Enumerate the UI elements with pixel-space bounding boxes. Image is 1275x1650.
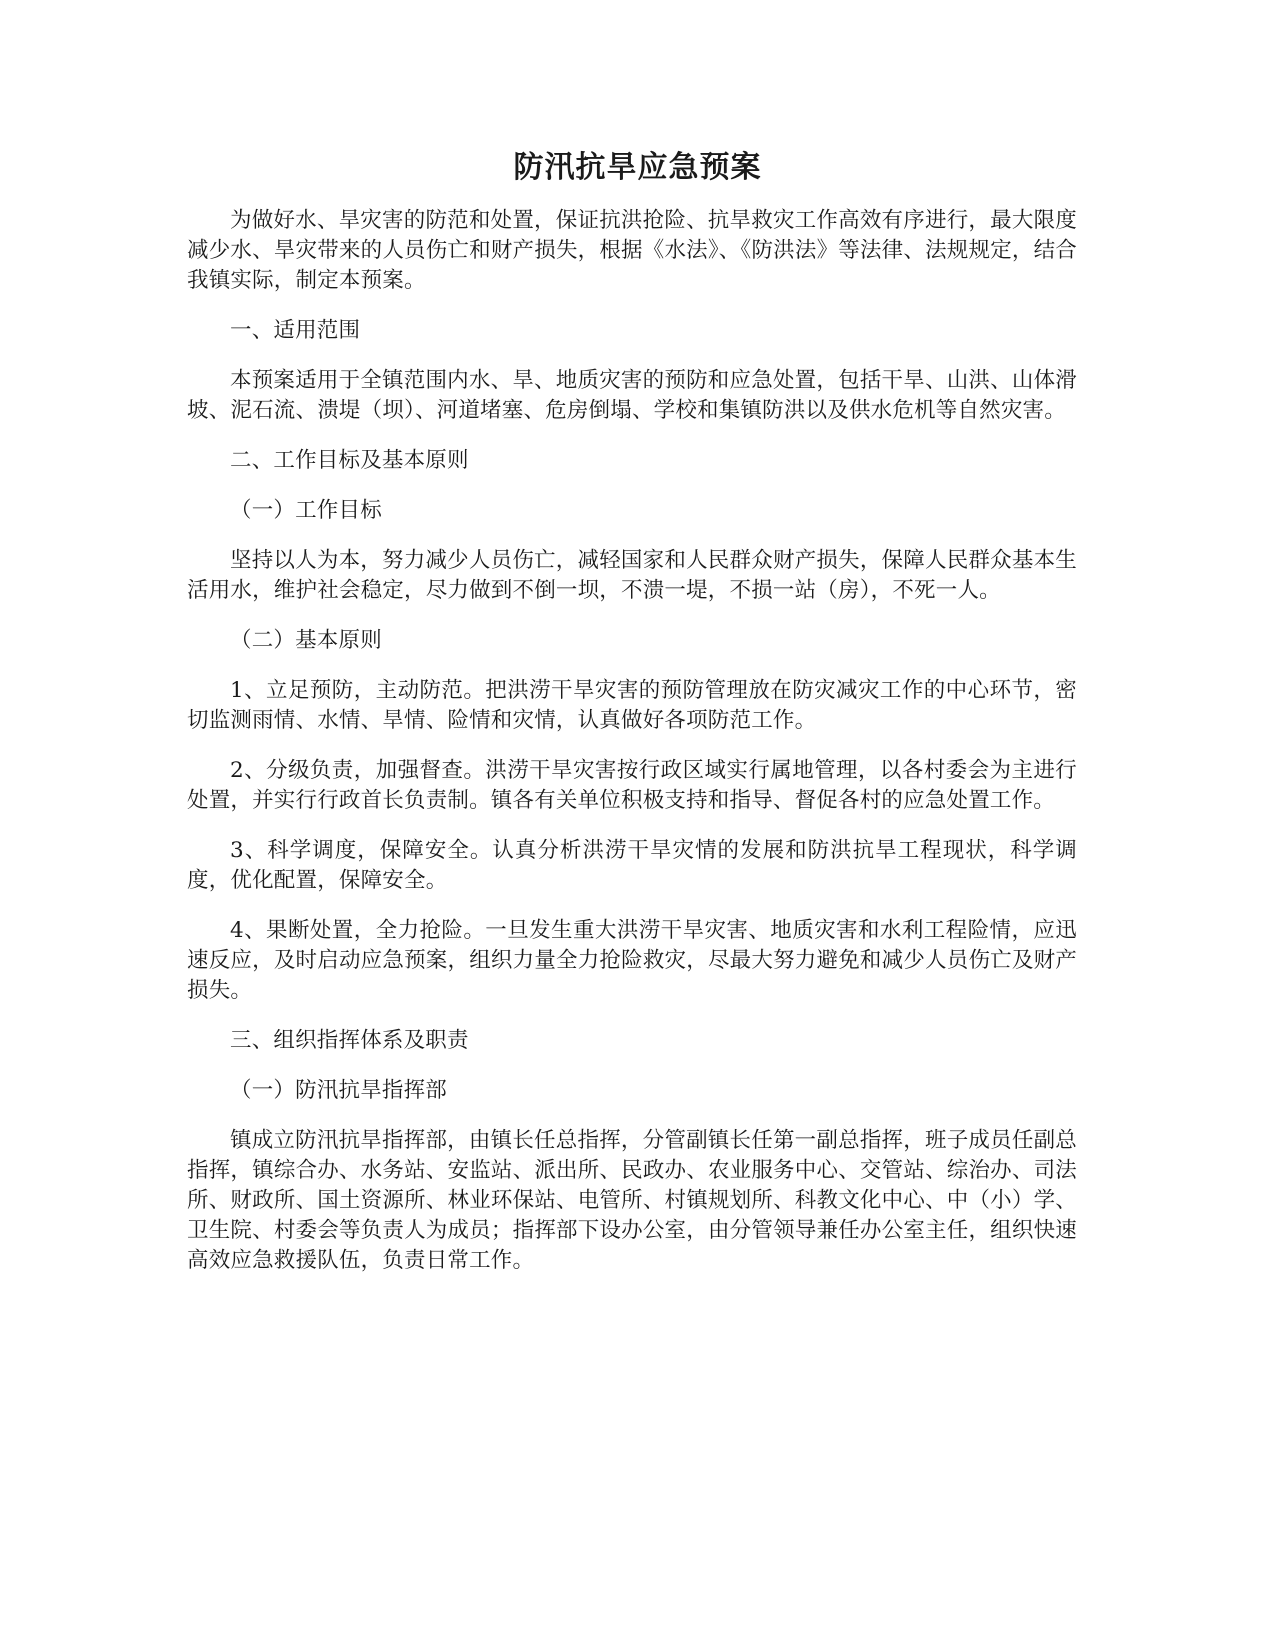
heading-goals-principles: 二、工作目标及基本原则 — [230, 448, 469, 473]
paragraph-command-center: 镇成立防汛抗旱指挥部，由镇长任总指挥，分管副镇长任第一副总指挥，班子成员任副总指挥，镇综合办、水务站、安监站、派出所、民政办、农业服务中心、交管站、综治办、司法所、财政所、国土资源所、林业环保站、电管所、村镇规划所、科教文化中心、中（小）学、卫生院、村委会等负责人为成员；指挥部下设办公室，由分管领导兼任办公室主任，组织快速高效应急救援队伍，负责日常工作。 — [187, 1128, 1077, 1273]
subheading-principles: （二）基本原则 — [230, 628, 382, 653]
document-title: 防汛抗旱应急预案 — [513, 150, 762, 185]
heading-scope: 一、适用范围 — [230, 318, 361, 343]
subheading-goals: （一）工作目标 — [230, 498, 382, 523]
document-body — [187, 206, 1077, 1296]
heading-organization: 三、组织指挥体系及职责 — [230, 1028, 469, 1053]
principle-2: 2、分级负责，加强督查。洪涝干旱灾害按行政区域实行属地管理，以各村委会为主进行处置，并实行行政首长负责制。镇各有关单位积极支持和指导、督促各村的应急处置工作。 — [187, 758, 1077, 813]
principle-4: 4、果断处置，全力抢险。一旦发生重大洪涝干旱灾害、地质灾害和水利工程险情，应迅速反应，及时启动应急预案，组织力量全力抢险救灾，尽最大努力避免和减少人员伤亡及财产损失。 — [187, 918, 1077, 1003]
paragraph-scope: 本预案适用于全镇范围内水、旱、地质灾害的预防和应急处置，包括干旱、山洪、山体滑坡、泥石流、溃堤（坝）、河道堵塞、危房倒塌、学校和集镇防洪以及供水危机等自然灾害。 — [187, 368, 1077, 423]
principle-3: 3、科学调度，保障安全。认真分析洪涝干旱灾情的发展和防洪抗旱工程现状，科学调度，优化配置，保障安全。 — [187, 838, 1077, 893]
paragraph-goals: 坚持以人为本，努力减少人员伤亡，减轻国家和人民群众财产损失，保障人民群众基本生活用水，维护社会稳定，尽力做到不倒一坝，不溃一堤，不损一站（房），不死一人。 — [187, 548, 1077, 603]
principle-1: 1、立足预防，主动防范。把洪涝干旱灾害的预防管理放在防灾减灾工作的中心环节，密切监测雨情、水情、旱情、险情和灾情，认真做好各项防范工作。 — [187, 678, 1077, 733]
subheading-command-center: （一）防汛抗旱指挥部 — [230, 1078, 448, 1103]
paragraph-intro: 为做好水、旱灾害的防范和处置，保证抗洪抢险、抗旱救灾工作高效有序进行，最大限度减少水、旱灾带来的人员伤亡和财产损失，根据《水法》、《防洪法》等法律、法规规定，结合我镇实际，制定本预案。 — [187, 208, 1077, 293]
